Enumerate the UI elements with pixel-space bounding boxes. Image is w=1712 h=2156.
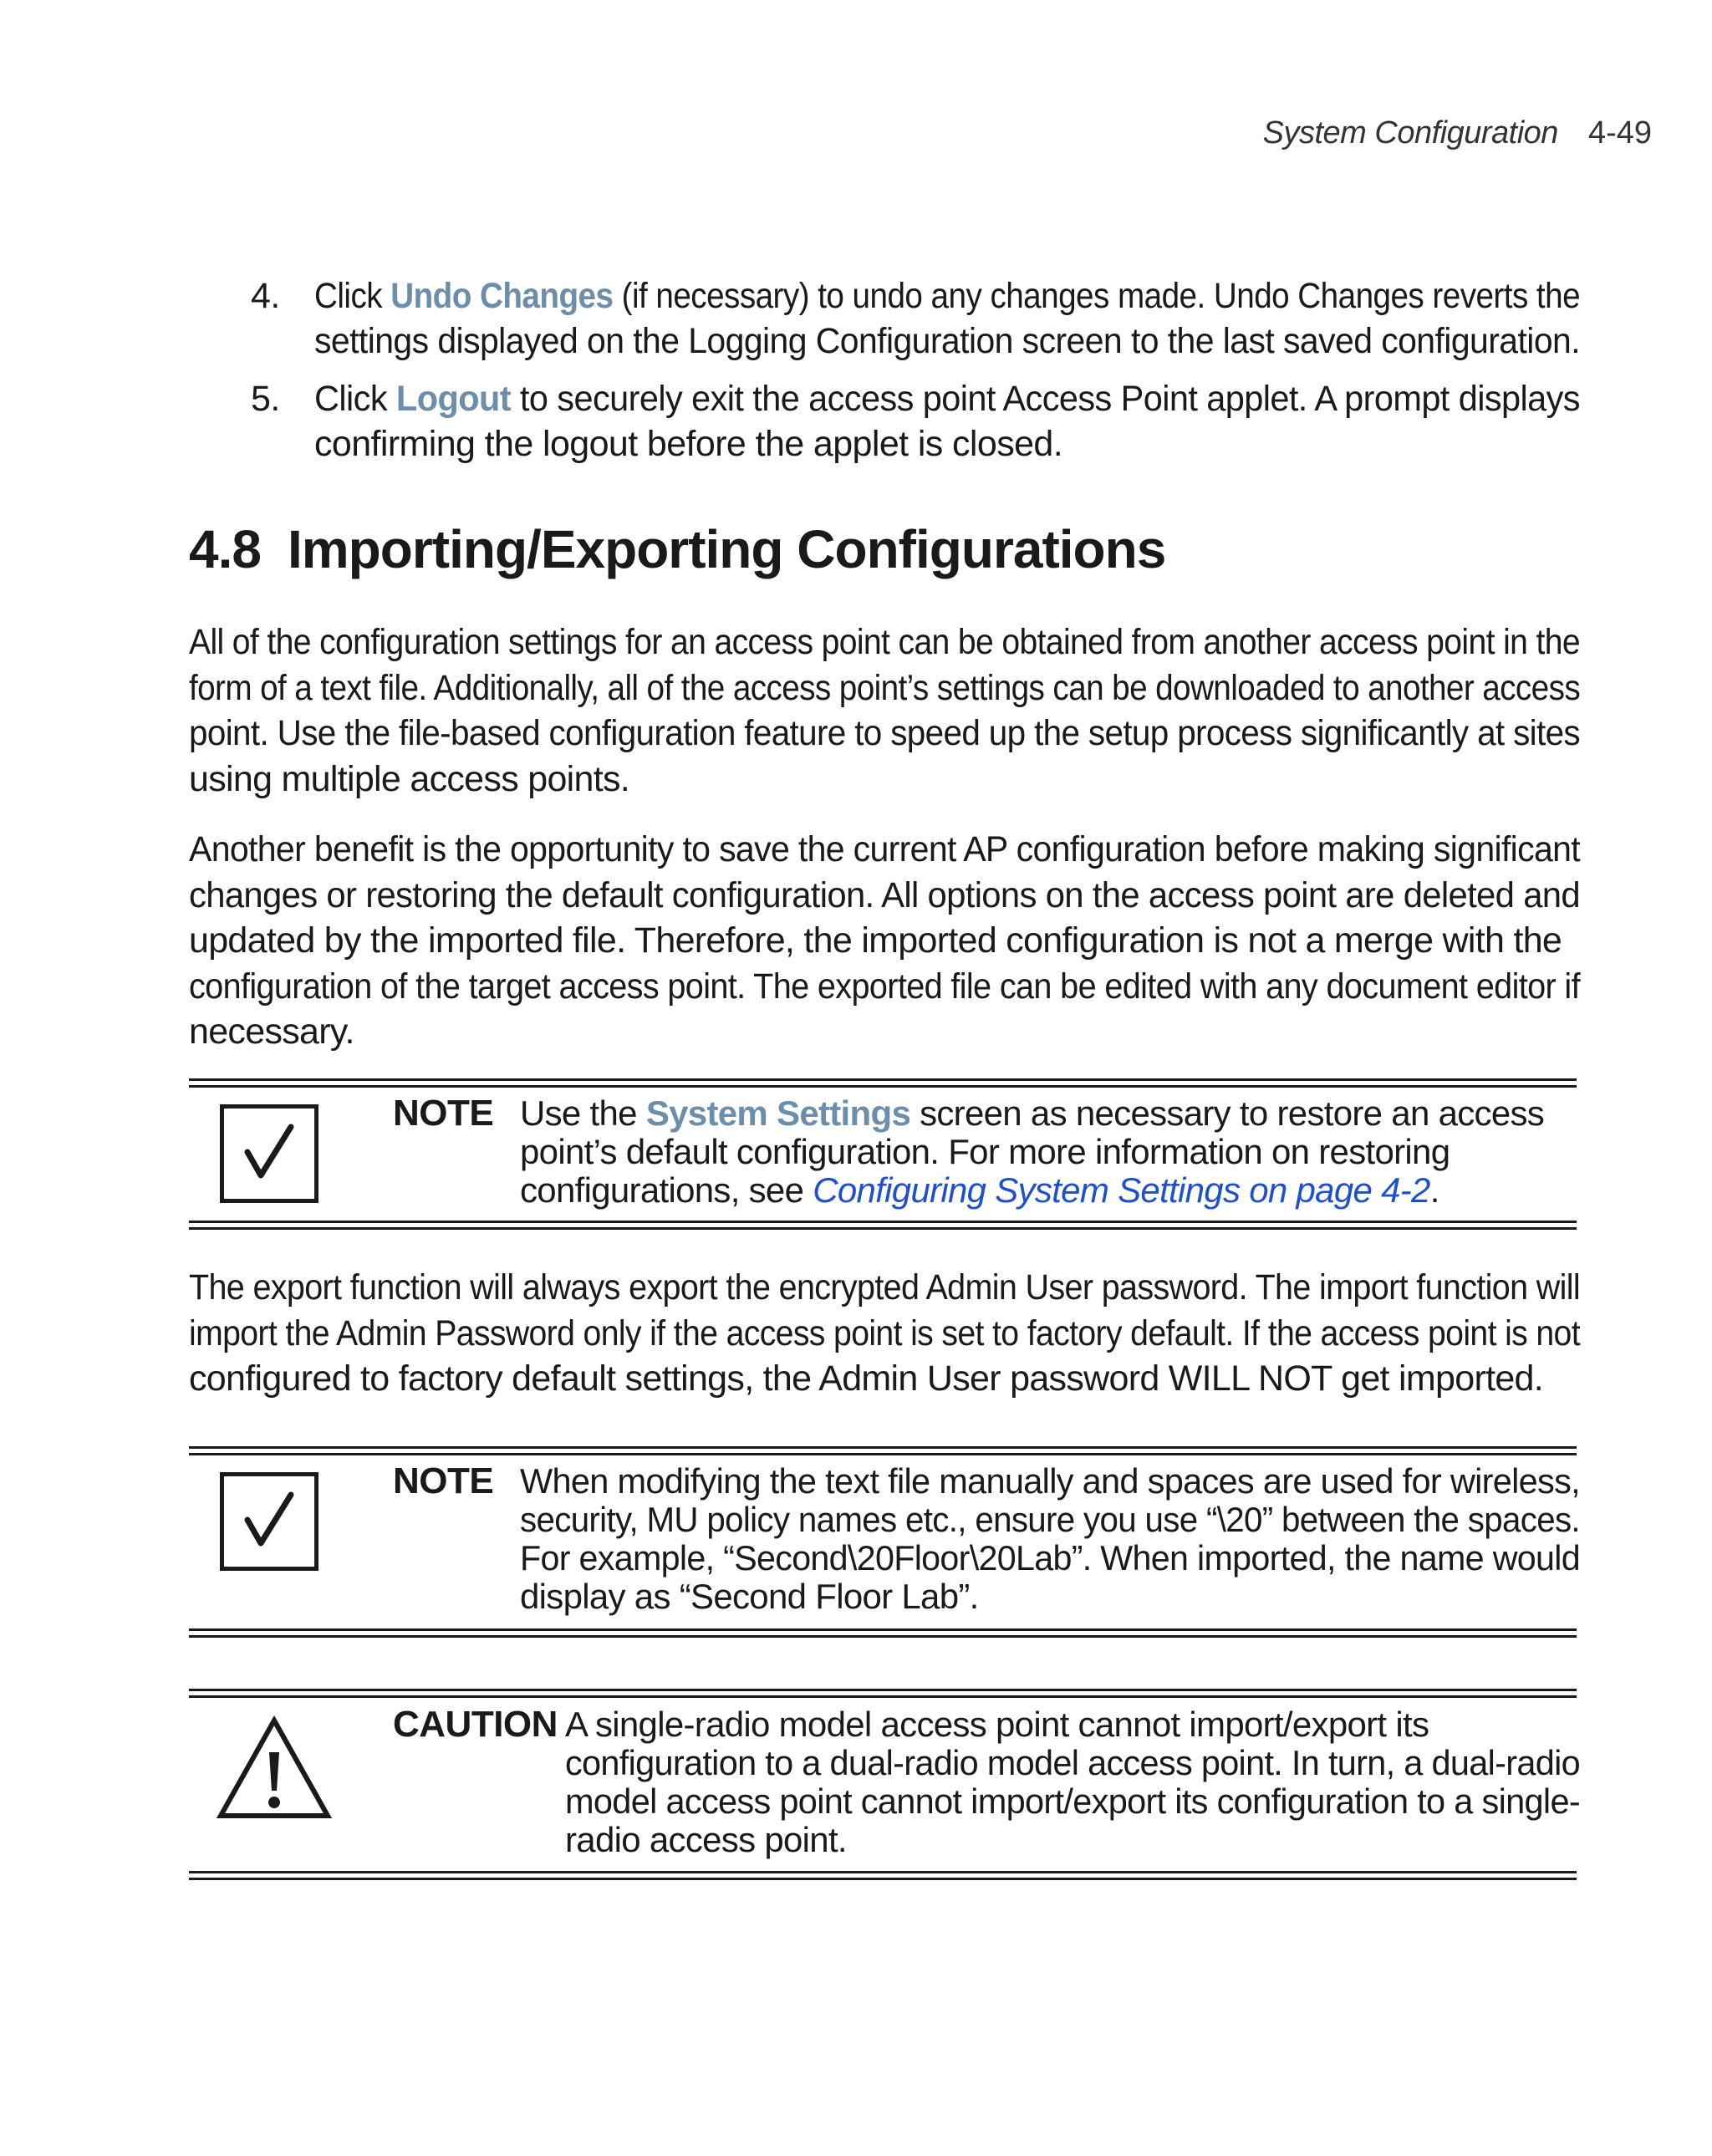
note-line: display as “Second Floor Lab”. [520, 1577, 979, 1616]
step-body [314, 376, 1626, 466]
caution-line: radio access point. [565, 1820, 847, 1859]
step-text: settings displayed on the Logging Configuration screen to the last saved configuration. [314, 321, 1581, 361]
callout-bottom-rule [189, 1871, 1577, 1880]
step-body [314, 273, 1712, 364]
section-number: 4.8 [189, 519, 261, 579]
checkmark-icon [220, 1472, 318, 1571]
section-title: Importing/Exporting Configurations [287, 519, 1166, 579]
note-line: . [1429, 1170, 1439, 1210]
paragraph-line: The export function will always export the encrypted Admin User password. The import function will [189, 1267, 1581, 1307]
note-line: security, MU policy names etc., ensure you use “\20” between the spaces. [520, 1500, 1580, 1539]
body-paragraph [189, 1265, 1712, 1402]
page-number: 4-49 [1587, 115, 1652, 150]
note-text [520, 1462, 1624, 1616]
note-line: point’s default configuration. For more information on restoring [520, 1132, 1450, 1171]
paragraph-line: point. Use the file-based configuration feature to speed up the setup process significantly at sites [189, 713, 1581, 753]
running-section-title: System Configuration [1262, 115, 1558, 150]
paragraph-line: necessary. [189, 1012, 354, 1052]
step-text: to securely exit the access point Access Point applet. A prompt displays [510, 379, 1580, 419]
warning-triangle-icon [216, 1715, 333, 1822]
undo-changes-reference: Undo Changes [390, 276, 614, 316]
callout-top-rule [189, 1446, 1577, 1455]
callout-top-rule [189, 1078, 1577, 1088]
paragraph-line: All of the configuration settings for an access point can be obtained from another access point in the [189, 622, 1580, 662]
note-line: configurations, see [520, 1170, 813, 1210]
caution-line: A single-radio model access point cannot import/export its [565, 1705, 1429, 1744]
step-number: 5. [251, 379, 280, 419]
paragraph-line: configuration of the target access point. The exported file can be edited with any document editor if [189, 966, 1580, 1007]
note-line: When modifying the text file manually and spaces are used for wireless, [520, 1461, 1581, 1501]
paragraph-line: configured to factory default settings, the Admin User password WILL NOT get imported. [189, 1358, 1543, 1399]
note-line: Use the [520, 1093, 646, 1133]
paragraph-line: using multiple access points. [189, 758, 630, 799]
callout-bottom-rule [189, 1628, 1577, 1638]
step-text: Click [314, 379, 396, 419]
note-line: screen as necessary to restore an access [910, 1093, 1545, 1133]
logout-reference: Logout [395, 379, 511, 419]
callout-bottom-rule [189, 1221, 1577, 1230]
paragraph-line: import the Admin Password only if the access point is set to factory default. If the access point is not [189, 1312, 1580, 1353]
step-number: 4. [251, 276, 280, 316]
configuring-system-settings-link[interactable]: Configuring System Settings on page 4-2 [813, 1170, 1430, 1210]
callout-top-rule [189, 1689, 1577, 1698]
caution-text [565, 1705, 1593, 1859]
step-text: Click [314, 276, 391, 316]
step-text: confirming the logout before the applet is closed. [314, 424, 1063, 464]
note-line: For example, “Second\20Floor\20Lab”. When imported, the name would [520, 1538, 1581, 1577]
body-paragraph [189, 827, 1698, 1055]
paragraph-line: updated by the imported file. Therefore, the imported configuration is not a merge with the [189, 920, 1562, 961]
caution-line: configuration to a dual-radio model access point. In turn, a dual-radio [565, 1743, 1580, 1782]
paragraph-line: form of a text file. Additionally, all of the access point’s settings can be downloaded to another access [189, 667, 1581, 708]
note-text [520, 1094, 1544, 1210]
caution-label: CAUTION [393, 1704, 558, 1745]
section-heading [189, 518, 1165, 580]
note-label: NOTE [393, 1093, 494, 1134]
system-settings-reference: System Settings [645, 1093, 911, 1133]
caution-line: model access point cannot import/export its configuration to a single- [565, 1781, 1581, 1821]
step-text: (if necessary) to undo any changes made. Undo Changes reverts the [613, 276, 1581, 316]
body-paragraph [189, 619, 1712, 802]
page-header [1263, 115, 1652, 151]
paragraph-line: changes or restoring the default configuration. All options on the access point are deleted and [189, 874, 1580, 915]
paragraph-line: Another benefit is the opportunity to save the current AP configuration before making significant [189, 829, 1581, 869]
note-label: NOTE [393, 1460, 494, 1501]
checkmark-icon [220, 1104, 318, 1203]
